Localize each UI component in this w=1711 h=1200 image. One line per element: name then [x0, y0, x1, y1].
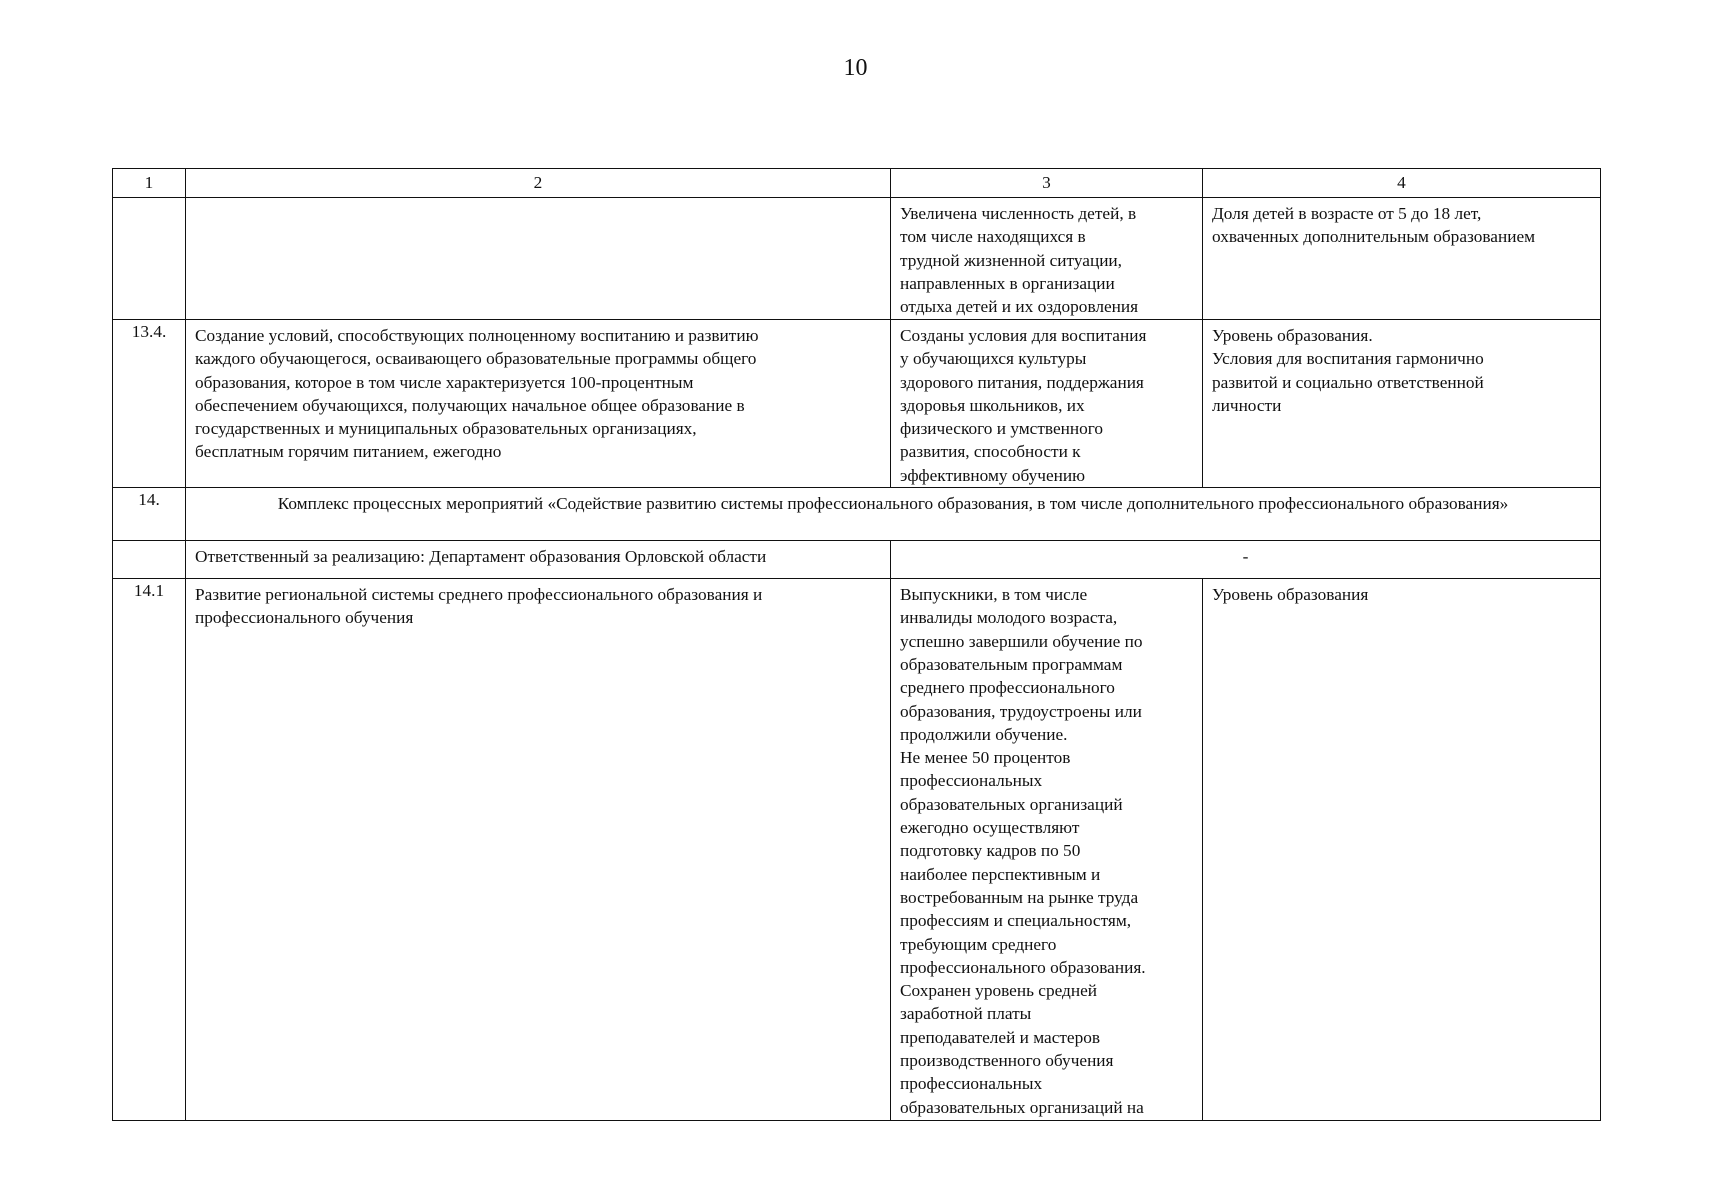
document-table: [112, 168, 1601, 1121]
indicator-cell: Уровень образования. Условия для воспитания гармонично развитой и социально ответственной личности: [1203, 320, 1601, 488]
row-number: 14.: [113, 488, 186, 541]
indicator-cell: Доля детей в возрасте от 5 до 18 лет, охваченных дополнительным образованием: [1203, 198, 1601, 320]
table-row: [113, 198, 1601, 320]
row-number: [113, 198, 186, 320]
merged-value-cell: -: [891, 541, 1601, 579]
result-cell: Увеличена численность детей, в том числе находящихся в трудной жизненной ситуации, направленных в организации отдыха детей и их оздоровления: [891, 198, 1203, 320]
event-cell: [186, 198, 891, 320]
event-cell: Развитие региональной системы среднего профессионального образования и профессионального обучения: [186, 579, 891, 1121]
event-cell: Создание условий, способствующих полноценному воспитанию и развитию каждого обучающегося, осваивающего образовательные программы общего образования, которое в том числе характеризуется 100-процентным обеспечением обучающихся, получающих начальное общее образование в государственных и муниципальных образовательных организациях, бесплатным горячим питанием, ежегодно: [186, 320, 891, 488]
responsible-cell: Ответственный за реализацию: Департамент образования Орловской области: [186, 541, 891, 579]
table-row: [113, 320, 1601, 488]
table-row-section: [113, 488, 1601, 541]
row-number: 14.1: [113, 579, 186, 1121]
column-header-3: 3: [891, 169, 1203, 198]
table-row: [113, 541, 1601, 579]
result-cell: Выпускники, в том числе инвалиды молодого возраста, успешно завершили обучение по образовательным программам среднего профессионального образования, трудоустроены или продолжили обучение. Не менее 50 процентов профессиональных образовательных организаций ежегодно осуществляют подготовку кадров по 50 наиболее перспективным и востребованным на рынке труда профессиям и специальностям, требующим среднего профессионального образования. Сохранен уровень средней заработной платы преподавателей и мастеров производственного обучения профессиональных образовательных организаций на: [891, 579, 1203, 1121]
table-row: [113, 579, 1601, 1121]
section-title-cell: Комплекс процессных мероприятий «Содействие развитию системы профессионального образования, в том числе дополнительного профессионального образования»: [186, 488, 1601, 541]
page-number: 10: [843, 55, 868, 81]
table-header-row: [113, 169, 1601, 198]
column-header-2: 2: [186, 169, 891, 198]
indicator-cell: Уровень образования: [1203, 579, 1601, 1121]
row-number: 13.4.: [113, 320, 186, 488]
result-cell: Созданы условия для воспитания у обучающихся культуры здорового питания, поддержания здоровья школьников, их физического и умственного развития, способности к эффективному обучению: [891, 320, 1203, 488]
column-header-4: 4: [1203, 169, 1601, 198]
column-header-1: 1: [113, 169, 186, 198]
row-number: [113, 541, 186, 579]
